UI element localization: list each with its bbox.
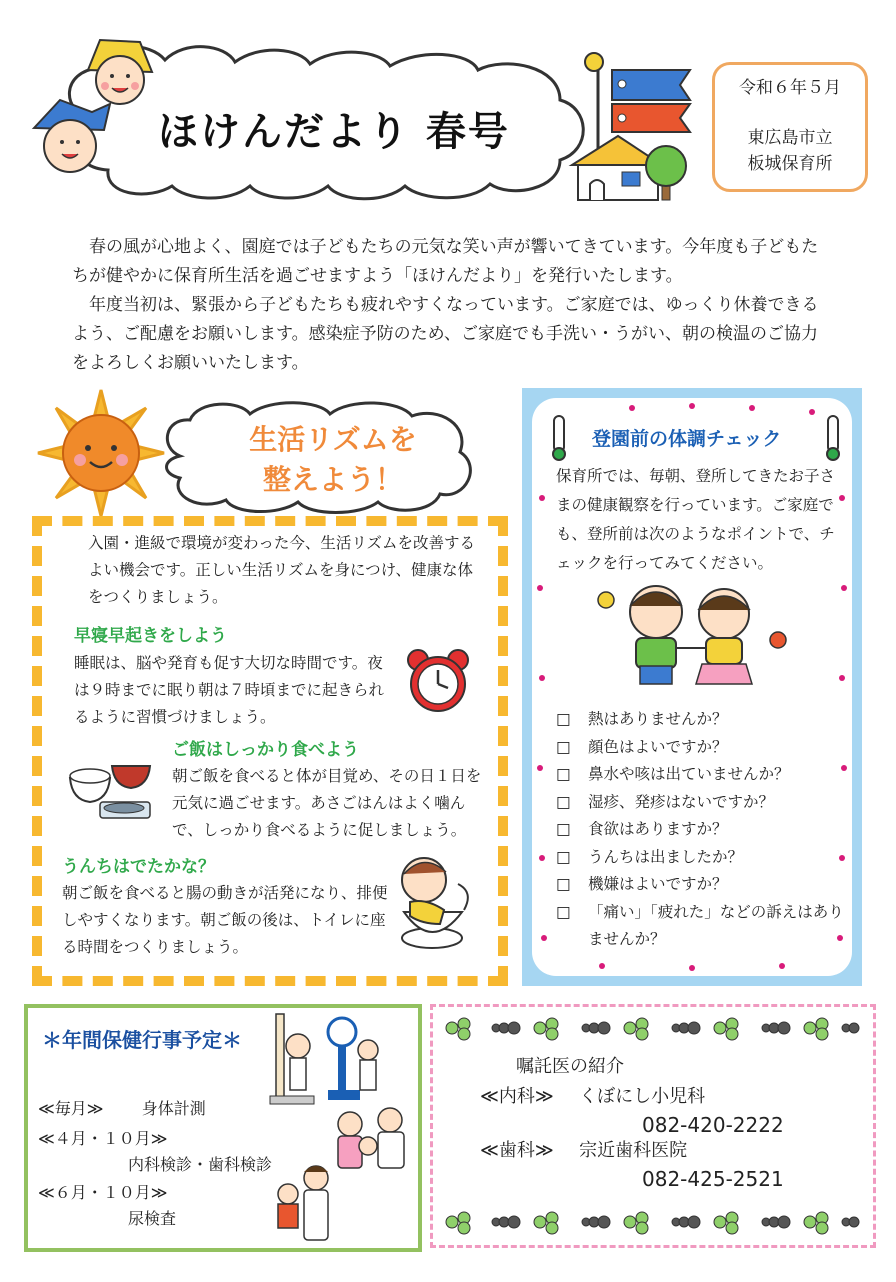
checkbox-icon: □: [556, 737, 571, 756]
doctor-entry: [480, 1136, 687, 1166]
section-body: 睡眠は、脳や発育も促す大切な時間です。夜は９時までに眠り朝は７時頃までに起きられるように習慣づけましょう。: [74, 654, 385, 726]
ant-clover-border-icon: [440, 1010, 868, 1044]
schedule-period: ≪毎月≫: [38, 1099, 104, 1118]
check-item-text: 機嫌はよいですか？: [588, 875, 728, 893]
doctor-dept: ≪内科≫: [480, 1086, 554, 1107]
alarm-clock-icon: [398, 646, 478, 716]
doctor-phone: 082-420-2222: [642, 1113, 784, 1137]
schedule-period: ≪４月・１０月≫: [38, 1129, 168, 1148]
thermometer-icon: [546, 414, 572, 462]
issue-info-box: [712, 62, 868, 192]
rhythm-title-line: 整えよう！: [262, 463, 403, 496]
breakfast-icon: [66, 752, 156, 824]
health-check-list: [556, 706, 846, 954]
rhythm-lead: 入園・進級で環境が変わった今、生活リズムを改善するよい機会です。正しい生活リズムを身につけ、健康な体をつくりましょう。: [88, 534, 476, 606]
doctor-heading: 嘱託医の紹介: [516, 1056, 624, 1077]
checkbox-icon: □: [556, 875, 571, 893]
check-item: [556, 871, 846, 899]
check-item: [556, 844, 846, 872]
city-name: 東広島市立: [747, 128, 833, 148]
rhythm-title: [208, 420, 458, 500]
schedule-event: 内科検診・歯科検診: [128, 1155, 273, 1174]
height-scale-icon: [268, 1010, 388, 1106]
checkbox-icon: □: [556, 820, 571, 838]
check-item: [556, 789, 846, 817]
checkbox-icon: □: [556, 792, 571, 811]
section-body: 朝ご飯を食べると体が目覚め、その日１日を元気に過ごせます。あさごはんはよく噛んで、しっかり食べるように促しましょう。: [172, 767, 482, 839]
schedule-event: 身体計測: [141, 1099, 206, 1118]
doctor-name: くぼにし小児科: [579, 1086, 706, 1107]
doctor-entry: [480, 1082, 705, 1112]
checkup-scene-icon: [330, 1106, 414, 1246]
intro-paragraph: 春の風が心地よく、園庭では子どもたちの元気な笑い声が響いてきています。今年度も子どもたちが健やかに保育所生活を過ごせますよう「ほけんだより」を発行いたします。: [72, 237, 819, 286]
check-item-text: 顔色はよいですか？: [588, 737, 728, 756]
section-body: 朝ご飯を食べると腸の動きが活発になり、排便しやすくなります。朝ご飯の後は、トイレに座る時間をつくりましょう。: [62, 884, 388, 956]
thermometer-icon: [820, 414, 846, 462]
schedule-row: [38, 1096, 206, 1122]
check-item-text: 「痛い」「疲れた」などの訴えはありませんか？: [588, 902, 844, 948]
schedule-title: ＊年間保健行事予定＊: [42, 1028, 242, 1052]
doctor-phone: 082-425-2521: [642, 1167, 784, 1191]
schedule-event: 尿検査: [128, 1209, 177, 1228]
page-title: ほけんだより 春号: [158, 109, 510, 155]
ant-clover-border-icon: [440, 1204, 868, 1238]
checkbox-icon: □: [556, 765, 571, 783]
check-item-text: 鼻水や咳は出ていませんか？: [588, 765, 790, 783]
school-name: 板城保育所: [747, 154, 833, 174]
check-item-text: 湿疹、発疹はないですか？: [588, 792, 775, 811]
checkbox-icon: □: [556, 847, 571, 866]
check-item: [556, 899, 846, 954]
check-item: [556, 734, 846, 762]
check-item-text: うんちは出ましたか？: [588, 847, 744, 866]
toddler-potty-icon: [394, 852, 478, 952]
health-check-description: 保育所では、毎朝、登所してきたお子さまの健康観察を行っています。ご家庭でも、登所前は次のようなポイントで、チェックを行ってみてください。: [556, 467, 836, 572]
schedule-period: ≪６月・１０月≫: [38, 1183, 168, 1202]
checkbox-icon: □: [556, 710, 571, 728]
section-heading: 早寝早起きをしよう: [74, 626, 227, 646]
check-item: [556, 816, 846, 844]
sun-icon: [36, 388, 166, 518]
intro-paragraph: 年度当初は、緊張から子どもたちも疲れやすくなっています。ご家庭では、ゆっくり休養できるよう、ご配慮をお願いします。感染症予防のため、ご家庭でも手洗い・うがい、朝の検温のご協力をよろしくお願いいたします。: [72, 295, 819, 373]
check-item: [556, 706, 846, 734]
check-item: [556, 761, 846, 789]
section-heading: うんちはでたかな？: [62, 857, 215, 877]
doctor-dept: ≪歯科≫: [480, 1140, 554, 1161]
rhythm-title-line: 生活リズムを: [249, 423, 417, 456]
check-item-text: 熱はありませんか？: [588, 710, 728, 728]
issue-date: 令和６年５月: [739, 78, 841, 98]
section-heading: ご飯はしっかり食べよう: [172, 740, 359, 760]
health-check-title: 登園前の体調チェック: [592, 428, 782, 450]
intro-text: [72, 233, 832, 378]
doctor-name: 宗近歯科医院: [579, 1140, 688, 1161]
check-item-text: 食欲はありますか？: [588, 820, 728, 838]
checkbox-icon: □: [556, 902, 571, 921]
dentist-icon: [270, 1160, 340, 1246]
children-holding-hands-icon: [594, 580, 804, 692]
